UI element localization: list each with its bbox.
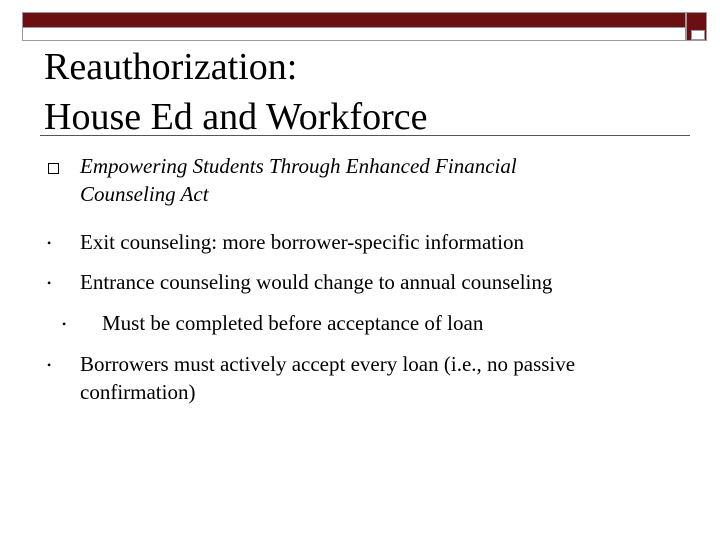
corner-decor-inset	[691, 30, 705, 40]
bullet-dot-icon: •	[47, 358, 52, 372]
list-item-text-line-1: Borrowers must actively accept every loan (i.e., no passive	[80, 352, 576, 376]
header-decor-bar	[22, 12, 686, 28]
list-item-text: Exit counseling: more borrower-specific information	[80, 230, 524, 254]
bullet-dot-icon: •	[62, 317, 67, 331]
list-item-text: Entrance counseling would change to annual counseling	[80, 270, 553, 294]
list-item-text-line-2: confirmation)	[80, 380, 196, 404]
slide-title-line-1: Reauthorization:	[44, 46, 298, 88]
checkbox-icon	[48, 163, 59, 174]
slide-title	[44, 42, 684, 142]
slide-title-line-2: House Ed and Workforce	[44, 96, 428, 138]
title-underline	[40, 135, 690, 136]
list-item-text	[80, 152, 700, 208]
corner-decor-square	[686, 12, 707, 41]
list-item-text	[80, 350, 700, 406]
header-decor-frame	[22, 28, 686, 41]
bullet-dot-icon: •	[47, 276, 52, 290]
bullet-dot-icon: •	[47, 236, 52, 250]
list-item-text-line-2: Counseling Act	[80, 182, 209, 206]
list-item-text-line-1: Empowering Students Through Enhanced Financial	[80, 154, 517, 178]
list-item-text: Must be completed before acceptance of loan	[102, 311, 484, 335]
